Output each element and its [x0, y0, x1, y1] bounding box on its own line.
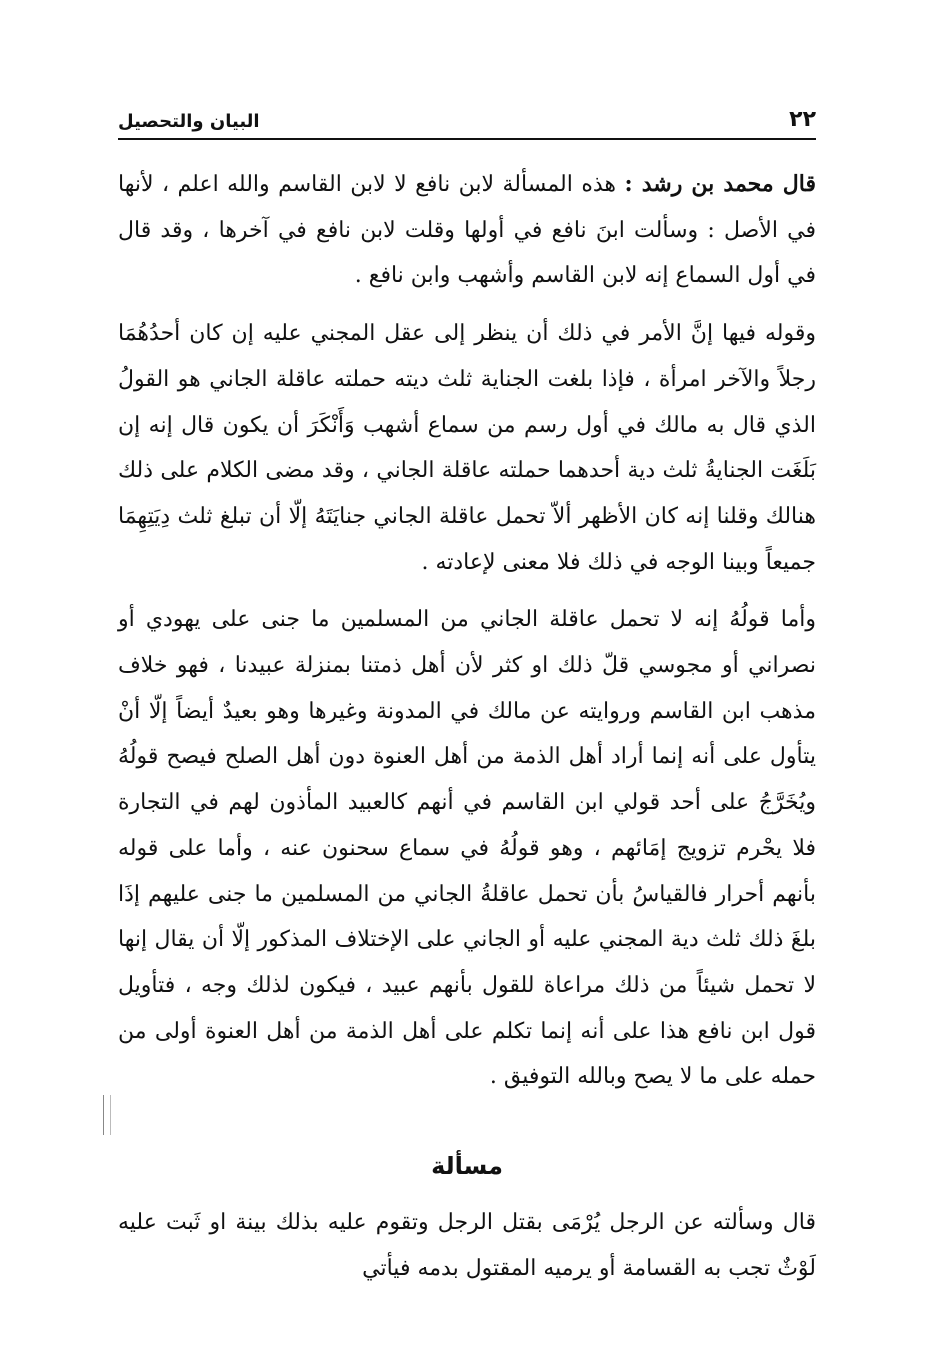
section-heading: مسألة [431, 1152, 503, 1181]
scan-artifact-line [103, 1095, 111, 1135]
book-page [118, 98, 816, 1303]
paragraph-text: قال وسألته عن الرجل يُرْمَى بقتل الرجل وتقوم عليه بذلك بينة او ثَبت عليه لَوْثٌ تجب به القسامة أو يرميه المقتول بدمه فيأتي [118, 1210, 816, 1281]
paragraph-discussion [118, 597, 816, 1100]
page-number: ٢٢ [789, 107, 816, 132]
paragraph-text: وقوله فيها إنَّ الأمر في ذلك أن ينظر إلى عقل المجني عليه إن كان أحدُهُمَا رجلاً والآخر امرأة ، فإذا بلغت الجناية ثلث ديته حملته عاقلة الجاني هو القولُ الذي قال به مالك في أول رسم من سماع أشهب وَأَنْكَرَ أن يكون قال إنه إن بَلَغَت الجنايةُ ثلث دية أحدهما حملته عاقلة الجاني ، وقد مضى الكلام على ذلك هنالك وقلنا إنه كان الأظهر ألاّ تحمل عاقلة الجاني جنايَتَهُ إلّا أن تبلغ ثلث دِيَتِهِمَا جميعاً وبينا الوجه في ذلك فلا معنى لإعادته . [118, 321, 816, 575]
paragraph-ruling [118, 311, 816, 585]
paragraph-lead: قال محمد بن رشد : [624, 171, 816, 197]
body-text [118, 162, 816, 1291]
paragraph-commentary [118, 162, 816, 299]
running-header [118, 98, 816, 140]
book-title: البيان والتحصيل [118, 111, 260, 132]
paragraph-text: وأما قولُهُ إنه لا تحمل عاقلة الجاني من المسلمين ما جنى على يهودي أو نصراني أو مجوسي قلّ ذلك او كثر لأن أهل ذمتنا بمنزلة عبيدنا ، فهو خلاف مذهب ابن القاسم وروايته عن مالك في المدونة وغيرها وهو بعيدٌ أيضاً إلّا أنْ يتأول على أنه إنما أراد أهل الذمة من أهل العنوة دون أهل الصلح فيصح قولُهُ ويُخَرَّجُ على أحد قولي ابن القاسم في أنهم كالعبيد المأذون لهم في التجارة فلا يحْرم تزويج إمَائهم ، وهو قولُهُ في سماع سحنون عنه ، وأما على قوله بأنهم أحرار فالقياسُ بأن تحمل عاقلةُ الجاني من المسلمين ما جنى عليهم إذَا بلغَ ذلك ثلث دية المجني عليه أو الجاني على الإختلاف المذكور إلّا أن يقال إنها لا تحمل شيئاً من ذلك مراعاة للقول بأنهم عبيد ، فيكون لذلك وجه ، فتأويل قول ابن نافع هذا على أنه إنما تكلم على أهل الذمة من أهل العنوة أولى من حمله على ما لا يصح وبالله التوفيق . [118, 607, 816, 1090]
paragraph-text: هذه المسألة لابن نافع لا لابن القاسم والله اعلم ، لأنها في الأصل : وسألت ابنَ نافع في أولها وقلت لابن نافع في آخرها ، وقد قال في أول السماع إنه لابن القاسم وأشهب وابن نافع . [118, 172, 816, 289]
paragraph-question [118, 1200, 816, 1291]
